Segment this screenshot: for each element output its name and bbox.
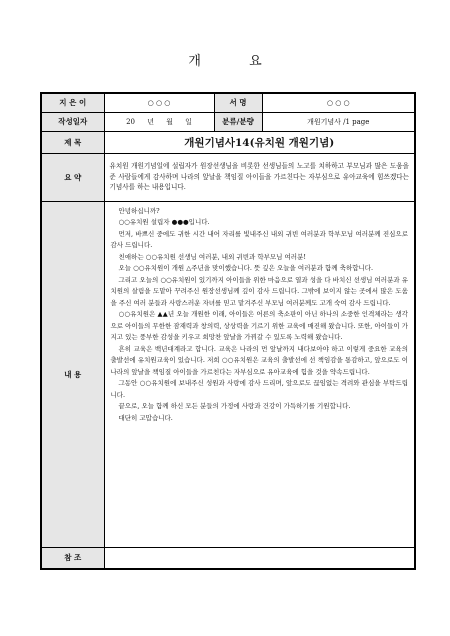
content-paragraph: ○○유치원은 ▲▲년 오늘 개원한 이래, 아이들은 어른의 축소판이 아닌 하나의 소중한 인격체라는 생각으로 아이들의 무한한 잠재력과 창의력, 상상력을 기르기 위한 교육에 매진해 왔습니다. 또한, 아이들이 가지고 있는 풍부한 감성을 키우고 희망찬 앞날을 가꿔갈 수 있도록 노력해 왔습니다. xyxy=(110,310,408,341)
document-title: 개 요 xyxy=(188,54,284,69)
content-label: 내 용 xyxy=(41,201,104,547)
subject-label: 제 목 xyxy=(41,131,104,153)
date-value: 20 년 월 일 xyxy=(104,112,214,131)
content-paragraph: 그동안 ○○유치원에 보내주신 성원과 사랑에 감사 드리며, 앞으로도 끊임없는 격려와 관심을 부탁드립니다. xyxy=(110,379,408,399)
author-label: 지 은 이 xyxy=(41,93,104,112)
content-paragraph: 그리고 오늘의 ○○유치원이 있기까지 아이들을 위한 마음으로 열과 성을 다 바치신 선생님 여러분과 유치원의 살림을 도맡아 꾸려주신 원장선생님께 깊이 감사 드립니다. 그밖에 보이지 않는 곳에서 많은 도움을 주신 여러 분들과 사랑스러운 자녀를 믿고 맡겨주신 부모님 여러분께도 고개 숙여 감사 드립니다. xyxy=(110,275,408,307)
content-paragraph: 먼저, 바쁘신 중에도 귀한 시간 내어 자리를 빛내주신 내외 귀빈 여러분과 학부모님 여러분께 진심으로 감사 드립니다. xyxy=(110,229,408,249)
content-paragraph: 안녕하십니까? xyxy=(118,206,160,215)
content-paragraph: 친애하는 ○○유치원 선생님 여러분, 내외 귀빈과 학부모님 여러분! xyxy=(118,252,306,261)
subject-row xyxy=(41,131,415,153)
date-label: 작성일자 xyxy=(41,112,104,131)
content-body xyxy=(104,201,415,547)
content-paragraph: 오늘 ○○유치원이 개원 △주년을 맞이했습니다. 뜻 깊은 오늘을 여러분과 함께 축하합니다. xyxy=(118,264,374,272)
content-paragraph: ○○유치원 설립자 ●●●입니다. xyxy=(118,218,210,226)
author-row xyxy=(41,93,415,112)
content-row xyxy=(41,201,415,547)
overview-table xyxy=(40,92,416,570)
content-paragraph: 대단히 고맙습니다. xyxy=(118,413,173,422)
category-value: 개원기념사 /1 page xyxy=(262,112,415,131)
summary-row xyxy=(41,153,415,201)
date-row xyxy=(41,112,415,131)
content-paragraph: 끝으로, 오늘 함께 하신 모든 분들의 가정에 사랑과 건강이 가득하기를 기원합니다. xyxy=(118,402,351,410)
author-value: ○ ○ ○ xyxy=(104,93,214,112)
reference-value xyxy=(104,547,415,569)
editor-label: 서 명 xyxy=(214,93,262,112)
summary-text: 유치원 개원기념일에 설립자가 원장선생님을 비롯한 선생님들의 노고를 치하하고 부모님과 많은 도움을 준 사람들에게 감사하며 나라의 앞날을 책임질 아이들을 가르친다는 자부심으로 유아교육에 힘쓰겠다는 기념사를 하는 내용입니다. xyxy=(104,153,415,201)
subject-value: 개원기념사14(유치원 개원기념) xyxy=(104,131,415,153)
reference-label: 참 조 xyxy=(41,547,104,569)
category-label: 분류/분량 xyxy=(214,112,262,131)
editor-value: ○ ○ ○ xyxy=(262,93,415,112)
summary-label: 요 약 xyxy=(41,153,104,201)
content-paragraph: 흔히 교육은 백년대계라고 합니다. 교육은 나라의 먼 앞날까지 내다보아야 하고 이렇게 중요한 교육의 출발선에 유치원교육이 있습니다. 저희 ○○유치원은 교육의 출발선에 선 책임감을 통감하고, 앞으로도 이 나라의 앞날을 책임질 아이들을 가르친다는 자부심으로 유아교육에 힘을 것을 약속드립니다. xyxy=(110,344,408,376)
reference-row xyxy=(41,547,415,569)
